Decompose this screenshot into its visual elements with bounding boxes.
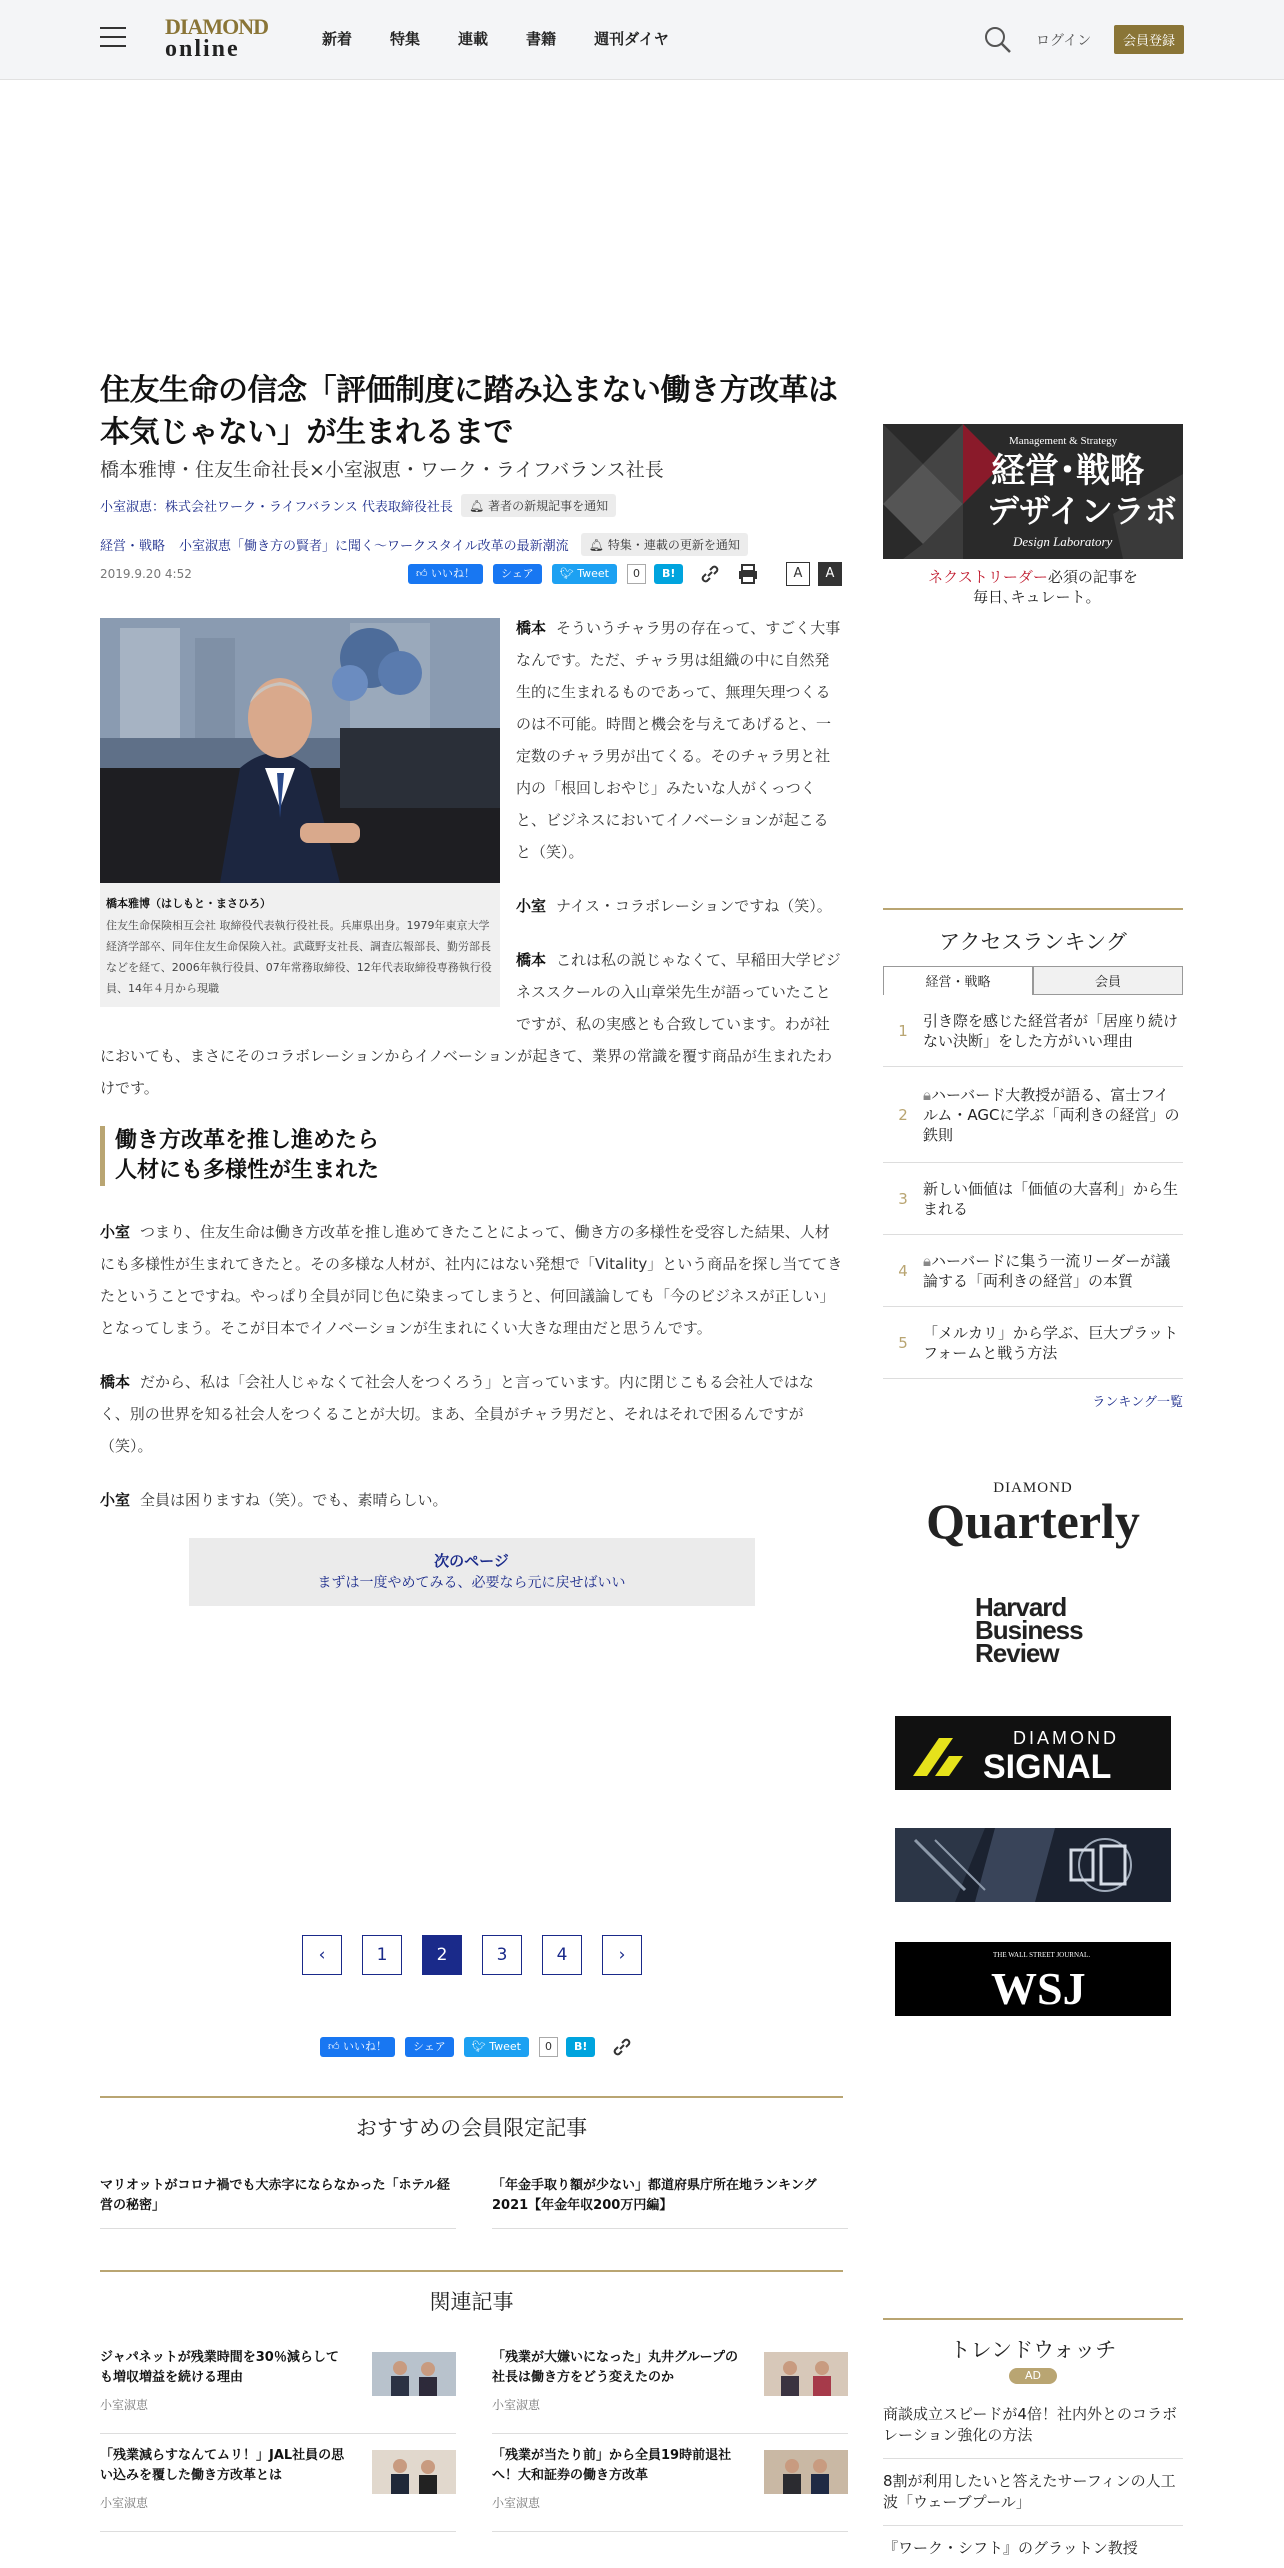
font-size-large-button[interactable]: A <box>818 562 842 586</box>
photo-caption <box>100 887 500 1007</box>
ranking-item[interactable] <box>883 1235 1183 1307</box>
facebook-share-button[interactable]: シェア <box>405 2037 454 2057</box>
related-item-title: 「残業減らすなんてムリ！」JAL社員の思い込みを覆した働き方改革とは <box>100 2448 345 2483</box>
next-page-button[interactable]: › <box>602 1935 642 1975</box>
tweet-label: Tweet <box>577 567 609 580</box>
related-item[interactable] <box>100 2348 456 2434</box>
article-body <box>100 612 843 1606</box>
ranking-item[interactable] <box>883 1163 1183 1235</box>
speaker-label: 小室 <box>100 1223 131 1241</box>
prev-page-button[interactable]: ‹ <box>302 1935 342 1975</box>
ranking-text: 引き際を感じた経営者が「居座り続けない決断」をした方がいい理由 <box>923 1011 1179 1050</box>
banner-caption-rest: 必須の記事を <box>1047 568 1138 586</box>
meta-row <box>100 562 843 586</box>
related-thumbnail <box>372 2450 456 2494</box>
signal-main-text: SIGNAL <box>983 1748 1112 1786</box>
next-page-title: まずは一度やめてみる、必要なら元に戻せばいい <box>317 1575 626 1591</box>
design-lab-banner[interactable] <box>883 424 1183 604</box>
nav-item-new[interactable]: 新着 <box>322 30 353 48</box>
paragraph-text: つまり、住友生命は働き方改革を推し進めてきたことによって、働き方の多様性を受容した結果、人材にも多様性が生まれてきたと。その多様な人材が、社内にはない発想で「Vitality」という商品を探し当ててきたということですね。やっぱり全員が同じ色に染まってしまうと、何回議論しても「今のビジネスが正しい」となってしまう。そこが日本でイノベーションが生まれにくい大きな理由だと思うんです。 <box>100 1223 843 1337</box>
page-button-1[interactable]: 1 <box>362 1935 402 1975</box>
hbr-line2: Business <box>975 1615 1083 1645</box>
paragraph <box>100 1484 843 1516</box>
ranking-number: 5 <box>898 1333 908 1352</box>
trend-item[interactable]: 商談成立スピードが4倍！社内外とのコラボレーション強化の方法 <box>883 2392 1183 2459</box>
login-link[interactable]: ログイン <box>1036 33 1092 49</box>
speaker-label: 橋本 <box>516 951 547 969</box>
share-count: 0 <box>539 2037 558 2057</box>
ranking-title: アクセスランキング <box>939 930 1127 954</box>
trend-watch <box>883 2318 1183 2568</box>
related-item[interactable] <box>100 2446 456 2532</box>
print-icon[interactable] <box>737 563 759 585</box>
paragraph-text: ナイス・コラボレーションですね（笑）。 <box>556 897 832 915</box>
share-count: 0 <box>627 564 646 584</box>
ranking-item[interactable] <box>883 995 1183 1067</box>
related-thumbnail <box>372 2352 456 2396</box>
diamond-signal-logo[interactable] <box>895 1716 1171 1790</box>
menu-icon[interactable] <box>100 27 126 49</box>
lock-icon: 🔒︎ <box>923 1085 931 1104</box>
access-ranking <box>883 908 1183 1410</box>
paragraph-text: だから、私は「会社人じゃなくて社会人をつくろう」と言っています。内に閉じこもる会社人ではなく、別の世界を知る社会人をつくることが大切。まあ、全員がチャラ男だと、それはそれで困るんですが（笑）。 <box>100 1373 814 1455</box>
banner-top-text: Management & Strategy <box>1009 435 1118 447</box>
paragraph-text: これは私の説じゃなくて、早稲田大学ビジネススクールの入山章栄先生が語っていたことですが、私の実感とも合致しています。わが社においても、まさにそのコラボレーションからイノベーションが起きて、業界の常識を覆す商品が生まれたわけです。 <box>100 951 841 1097</box>
section-heading-line1: 働き方改革を推し進めたら <box>115 1128 380 1153</box>
quarterly-text: Quarterly <box>926 1493 1140 1549</box>
category-row <box>100 533 843 556</box>
recommend-item[interactable]: 「年金手取り額が少ない」都道府県庁所在地ランキング2021【年金年収200万円編】 <box>492 2176 848 2229</box>
interview-photo <box>100 618 500 883</box>
trend-item[interactable]: 『ワーク・シフト』のグラットン教授 <box>883 2526 1183 2568</box>
related-item-title: 「残業が大嫌いになった」丸井グループの社長は働き方をどう変えたのか <box>492 2350 738 2385</box>
article-main <box>100 370 843 1606</box>
author-row <box>100 494 843 517</box>
trend-item[interactable]: 8割が利用したいと答えたサーフィンの人工波「ウェーブプール」 <box>883 2459 1183 2526</box>
share-row-bottom <box>320 2036 643 2058</box>
related-title: 関連記事 <box>100 2270 843 2316</box>
nav-item-books[interactable]: 書籍 <box>526 30 557 48</box>
page-button-4[interactable]: 4 <box>542 1935 582 1975</box>
speaker-label: 橋本 <box>100 1373 131 1391</box>
tab-members[interactable]: 会員 <box>1033 966 1183 995</box>
ranking-item[interactable] <box>883 1067 1183 1163</box>
logo-top-text: DIAMOND <box>165 14 268 39</box>
link-icon[interactable] <box>699 563 721 585</box>
banner-sub-text: Design Laboratory <box>1013 534 1113 549</box>
nav-item-feature[interactable]: 特集 <box>390 30 421 48</box>
ranking-text: 「メルカリ」から学ぶ、巨大プラットフォームと戦う方法 <box>923 1323 1179 1362</box>
nav-item-weekly[interactable]: 週刊ダイヤ <box>594 30 669 48</box>
caption-text: 住友生命保険相互会社 取締役代表執行役社長。兵庫県出身。1979年東京大学経済学部卒、同年住友生命保険入社。武蔵野支社長、調査広報部長、勤労部長などを経て、2006年執行役員、07年常務取締役、12年代表取締役専務執行役員、14年４月から現職 <box>106 919 492 995</box>
bell-icon: 🔔︎ <box>588 537 604 552</box>
logo-bottom-text: online <box>165 36 240 62</box>
paragraph-text: 全員は困りますね（笑）。でも、素晴らしい。 <box>140 1491 448 1509</box>
page-button-2[interactable]: 2 <box>422 1935 462 1975</box>
ranking-text: ハーバード大教授が語る、富士フイルム・AGCに学ぶ「両利きの経営」の鉄則 <box>923 1085 1180 1144</box>
site-logo[interactable] <box>165 16 271 64</box>
related-item-author: 小室淑恵 <box>100 2496 149 2510</box>
lock-icon: 🔒︎ <box>923 1251 931 1270</box>
banner-caption-line2: 毎日､キュレート｡ <box>972 588 1093 606</box>
paragraph <box>100 1216 843 1344</box>
banner-caption <box>883 567 1183 607</box>
link-icon[interactable] <box>611 2036 633 2058</box>
related-item-title: 「残業が当たり前」から全員19時前退社へ！大和証券の働き方改革 <box>492 2448 732 2483</box>
like-label: いいね！ <box>343 2040 387 2053</box>
hatena-button[interactable]: B! <box>654 564 683 584</box>
ranking-number: 1 <box>898 1021 908 1040</box>
article-subtitle: 橋本雅博・住友生命社長×小室淑恵・ワーク・ライフバランス社長 <box>100 459 664 481</box>
page-button-3[interactable]: 3 <box>482 1935 522 1975</box>
tweet-label: Tweet <box>489 2040 521 2053</box>
article-text-section-2 <box>100 1216 843 1516</box>
ranking-text: ハーバードに集う一流リーダーが議論する「両利きの経営」の本質 <box>923 1251 1171 1290</box>
design-lab-banner-image <box>883 424 1183 559</box>
like-label: いいね！ <box>431 567 475 580</box>
ranking-text: 新しい価値は「価値の大喜利」から生まれる <box>923 1179 1179 1218</box>
register-button[interactable]: 会員登録 <box>1114 25 1184 54</box>
caption-name: 橋本雅博（はしもと・まさひろ） <box>106 897 271 910</box>
next-page-link[interactable] <box>189 1538 755 1606</box>
tweet-button[interactable]: 🐦︎ Tweet <box>464 2037 529 2057</box>
series-link[interactable]: 小室淑恵「働き方の賢者」に聞く～ワークスタイル改革の最新潮流 <box>179 539 569 554</box>
future-of-work-banner[interactable] <box>895 1828 1171 1902</box>
author-follow-label: 著者の新規記事を通知 <box>488 499 609 513</box>
author-link[interactable]: 小室淑恵：株式会社ワーク・ライフバランス 代表取締役社長 <box>100 500 453 515</box>
future-of-work-image <box>895 1828 1171 1902</box>
banner-caption-accent: ネクストリーダー <box>928 568 1048 586</box>
wsj-logo[interactable] <box>895 1942 1171 2016</box>
ranking-text-wrapper <box>923 1251 1183 1291</box>
quarterly-top-text: DIAMOND <box>993 1480 1073 1496</box>
hbr-line3: Review <box>975 1638 1059 1668</box>
recommend-title: おすすめの会員限定記事 <box>100 2096 843 2142</box>
paragraph-text: そういうチャラ男の存在って、すごく大事なんです。ただ、チャラ男は組織の中に自然発生的に生まれるものであって、無理矢理つくるのは不可能。時間と機会を与えてあげると、一定数のチャラ男が出てくる。そのチャラ男と社内の「根回しおやじ」みたいな人がくっつくと、ビジネスにおいてイノベーションが起こると（笑）。 <box>516 619 841 861</box>
nav-item-series[interactable]: 連載 <box>458 30 489 48</box>
related-item[interactable] <box>492 2446 848 2532</box>
facebook-like-button[interactable]: 👍︎ いいね！ <box>408 564 483 584</box>
hbr-logo[interactable] <box>895 1592 1171 1670</box>
ad-badge: AD <box>1009 2368 1057 2384</box>
wsj-logo-image <box>895 1942 1171 2016</box>
wsj-text: WSJ <box>991 1963 1086 2014</box>
banner-main2-text: デザインラボ <box>987 492 1177 530</box>
ranking-number: 2 <box>898 1105 908 1124</box>
site-header <box>0 0 1284 80</box>
related-item-author: 小室淑恵 <box>100 2398 149 2412</box>
section-heading-line2: 人材にも多様性が生まれた <box>115 1158 380 1183</box>
ranking-number: 3 <box>898 1189 908 1208</box>
related-item-title: ジャパネットが残業時間を30％減らしても増収増益を続ける理由 <box>100 2350 339 2385</box>
ranking-item[interactable] <box>883 1307 1183 1379</box>
speaker-label: 橋本 <box>516 619 547 637</box>
speaker-label: 小室 <box>100 1491 131 1509</box>
tab-management[interactable]: 経営・戦略 <box>883 966 1033 995</box>
signal-logo-image <box>895 1716 1171 1790</box>
wsj-top-text: THE WALL STREET JOURNAL. <box>993 1951 1091 1959</box>
ranking-text-wrapper <box>923 1085 1183 1145</box>
facebook-share-button[interactable]: シェア <box>493 564 542 584</box>
next-page-label: 次のページ <box>434 1552 509 1570</box>
tweet-button[interactable]: 🐦︎ Tweet <box>552 564 617 584</box>
series-follow-label: 特集・連載の更新を通知 <box>607 538 740 552</box>
related-item[interactable] <box>492 2348 848 2434</box>
publish-date: 2019.9.20 4:52 <box>100 567 192 581</box>
paragraph <box>100 1366 843 1462</box>
section-heading <box>100 1126 843 1186</box>
search-icon[interactable] <box>984 26 1012 54</box>
related-item-author: 小室淑恵 <box>492 2496 541 2510</box>
banner-main1-text: 経営･戦略 <box>991 451 1144 491</box>
related-thumbnail <box>764 2450 848 2494</box>
author-follow-button[interactable] <box>461 494 616 517</box>
quarterly-logo[interactable] <box>895 1480 1171 1554</box>
signal-top-text: DIAMOND <box>1013 1728 1119 1748</box>
bell-icon: 🔔︎ <box>468 498 485 513</box>
series-follow-button[interactable] <box>581 533 748 556</box>
facebook-like-button[interactable]: 👍︎ いいね！ <box>320 2037 395 2057</box>
font-size-small-button[interactable]: A <box>786 562 810 586</box>
speaker-label: 小室 <box>516 897 547 915</box>
photo-figure <box>100 618 500 1007</box>
ranking-number: 4 <box>898 1261 908 1280</box>
ranking-tabs <box>883 966 1183 995</box>
ranking-more-link[interactable]: ランキング一覧 <box>1092 1395 1183 1410</box>
main-nav <box>322 28 707 49</box>
hatena-button[interactable]: B! <box>566 2037 595 2057</box>
related-thumbnail <box>764 2352 848 2396</box>
hbr-line1: Harvard <box>975 1592 1067 1622</box>
related-item-author: 小室淑恵 <box>492 2398 541 2412</box>
recommend-item[interactable]: マリオットがコロナ禍でも大赤字にならなかった「ホテル経営の秘密」 <box>100 2176 456 2229</box>
article-title: 住友生命の信念「評価制度に踏み込まない働き方改革は本気じゃない」が生まれるまで <box>100 373 838 450</box>
pagination <box>302 1935 642 1975</box>
trend-title: トレンドウォッチ <box>949 2338 1117 2362</box>
category-link[interactable]: 経営・戦略 <box>100 539 166 554</box>
